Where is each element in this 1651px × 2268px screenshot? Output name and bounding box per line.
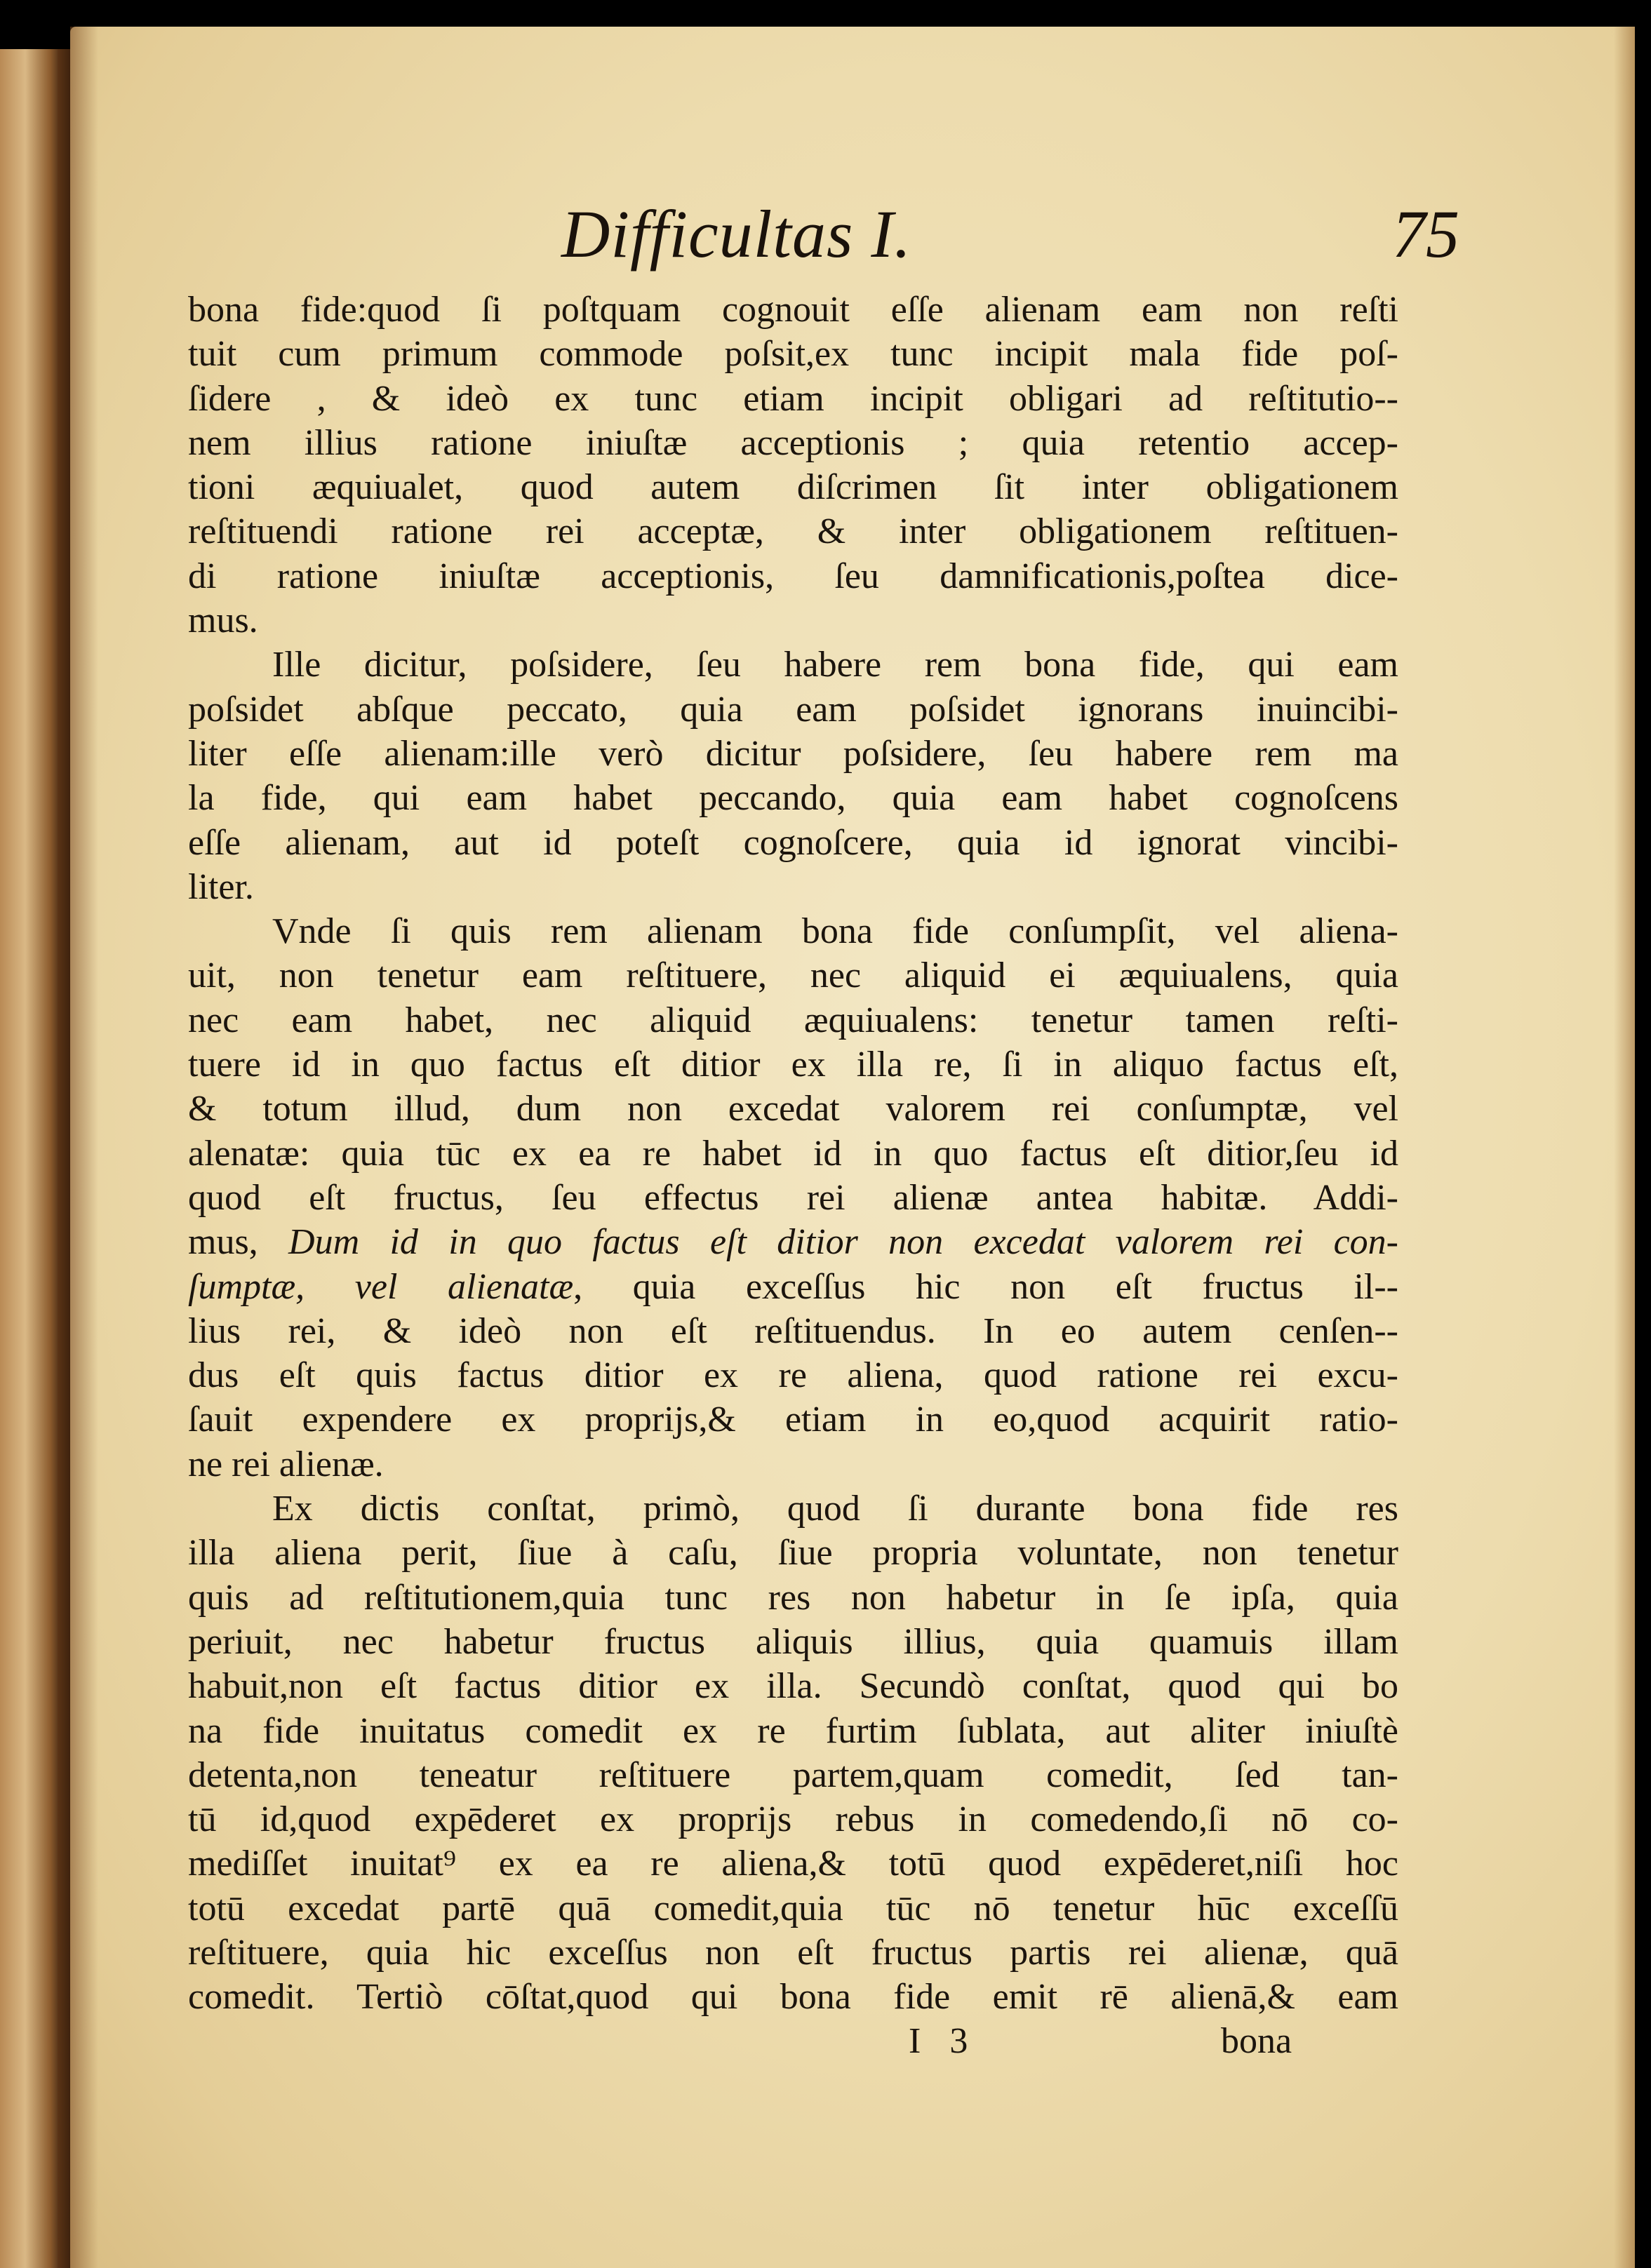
page-number: 75 — [1392, 196, 1459, 271]
text-line: periuit, nec habetur fructus aliquis illius, quia quamuis illam — [188, 1621, 1398, 1662]
page-shadow — [70, 27, 98, 2268]
text-line: & totum illud, dum non excedat valorem rei conſumptæ, vel — [188, 1089, 1398, 1129]
text-line: reſtituere, quia hic exceſſus non eſt fructus partis rei alienæ, quā — [188, 1932, 1398, 1973]
text-line: dus eſt quis factus ditior ex re aliena, quod ratione rei excu- — [188, 1355, 1398, 1396]
text-line: liter eſſe alienam:ille verò dicitur poſsidere, ſeu habere rem ma — [188, 733, 1398, 774]
text-line: eſſe alienam, aut id poteſt cognoſcere, quia id ignorat vincibi- — [188, 822, 1398, 863]
text-line: reſtituendi ratione rei acceptæ, & inter obligationem reſtituen- — [188, 511, 1398, 552]
text-line-mixed — [188, 1265, 1398, 1309]
text-line-mixed — [188, 1220, 1398, 1264]
text-line: na fide inuitatus comedit ex re furtim ſublata, aut aliter iniuſtè — [188, 1710, 1398, 1751]
text-line: ſidere , & ideò ex tunc etiam incipit obligari ad reſtitutio-- — [188, 378, 1398, 419]
text-line: lius rei, & ideò non eſt reſtituendus. In eo autem cenſen-- — [188, 1310, 1398, 1351]
text-line: tū id,quod expēderet ex proprijs rebus in comedendo,ſi nō co- — [188, 1799, 1398, 1840]
text-line: tioni æquiualet, quod autem diſcrimen ſit inter obligationem — [188, 467, 1398, 508]
text-line: totū excedat partē quā comedit,quia tūc nō tenetur hūc exceſſū — [188, 1888, 1398, 1928]
text-line: illa aliena perit, ſiue à caſu, ſiue propria voluntate, non tenetur — [188, 1533, 1398, 1573]
signature-mark: I 3 — [909, 2021, 978, 2061]
text-line: poſsidet abſque peccato, quia eam poſsidet ignorans inuincibi- — [188, 689, 1398, 730]
text-line: alenatæ: quia tūc ex ea re habet id in quo factus eſt ditior,ſeu id — [188, 1133, 1398, 1174]
catchword: bona — [1221, 2021, 1292, 2061]
text-line: bona fide:quod ſi poſtquam cognouit eſſe alienam eam non reſti — [188, 290, 1398, 330]
text-line: detenta,non teneatur reſtituere partem,quam comedit, ſed tan- — [188, 1754, 1398, 1795]
text-line: Vnde ſi quis rem alienam bona fide conſumpſit, vel aliena- — [272, 911, 1398, 952]
page-header — [561, 195, 1459, 272]
text-line: ne rei alienæ. — [188, 1444, 384, 1484]
page-footer — [70, 2020, 1635, 2076]
text-line: Ex dictis conſtat, primò, quod ſi durante bona fide res — [272, 1489, 1398, 1529]
text-line: mus. — [188, 600, 258, 641]
book-page — [70, 27, 1635, 2268]
text-segment: mus, — [188, 1222, 289, 1263]
text-line: Ille dicitur, poſsidere, ſeu habere rem bona fide, qui eam — [272, 645, 1398, 685]
text-line: ſauit expendere ex proprijs,& etiam in eo,quod acquirit ratio- — [188, 1400, 1398, 1440]
text-line: nec eam habet, nec aliquid æquiualens: tenetur tamen reſti- — [188, 1000, 1398, 1040]
text-line: liter. — [188, 866, 254, 907]
text-line: uit, non tenetur eam reſtituere, nec aliquid ei æquiualens, quia — [188, 955, 1398, 996]
text-line: nem illius ratione iniuſtæ acceptionis ; quia retentio accep- — [188, 422, 1398, 463]
text-line: tuit cum primum commode poſsit,ex tunc incipit mala fide poſ- — [188, 334, 1398, 375]
italic-segment: Dum id in quo factus eſt ditior non excedat valorem rei con- — [288, 1222, 1398, 1263]
text-line: quod eſt fructus, ſeu effectus rei alienæ antea habitæ. Addi- — [188, 1177, 1398, 1218]
running-head: Difficultas I. — [561, 196, 912, 271]
body-text — [188, 288, 1398, 2020]
text-line: di ratione iniuſtæ acceptionis, ſeu damnificationis,poſtea dice- — [188, 556, 1398, 596]
text-segment: , quia exceſſus hic non eſt fructus il-- — [573, 1266, 1398, 1307]
text-line: habuit,non eſt factus ditior ex illa. Secundò conſtat, quod qui bo — [188, 1666, 1398, 1707]
text-line: tuere id in quo factus eſt ditior ex illa re, ſi in aliquo factus eſt, — [188, 1045, 1398, 1085]
text-line: la fide, qui eam habet peccando, quia eam habet cognoſcens — [188, 778, 1398, 819]
text-line: mediſſet inuitat⁹ ex ea re aliena,& totū quod expēderet,niſi hoc — [188, 1844, 1398, 1884]
text-line: comedit. Tertiò cōſtat,quod qui bona fide emit rē alienā,& eam — [188, 1977, 1398, 2018]
page-edge — [1614, 27, 1635, 2268]
italic-segment: ſumptæ, vel alienatæ — [188, 1266, 574, 1307]
left-page-edge — [0, 49, 63, 2268]
text-line: quis ad reſtitutionem,quia tunc res non habetur in ſe ipſa, quia — [188, 1577, 1398, 1618]
